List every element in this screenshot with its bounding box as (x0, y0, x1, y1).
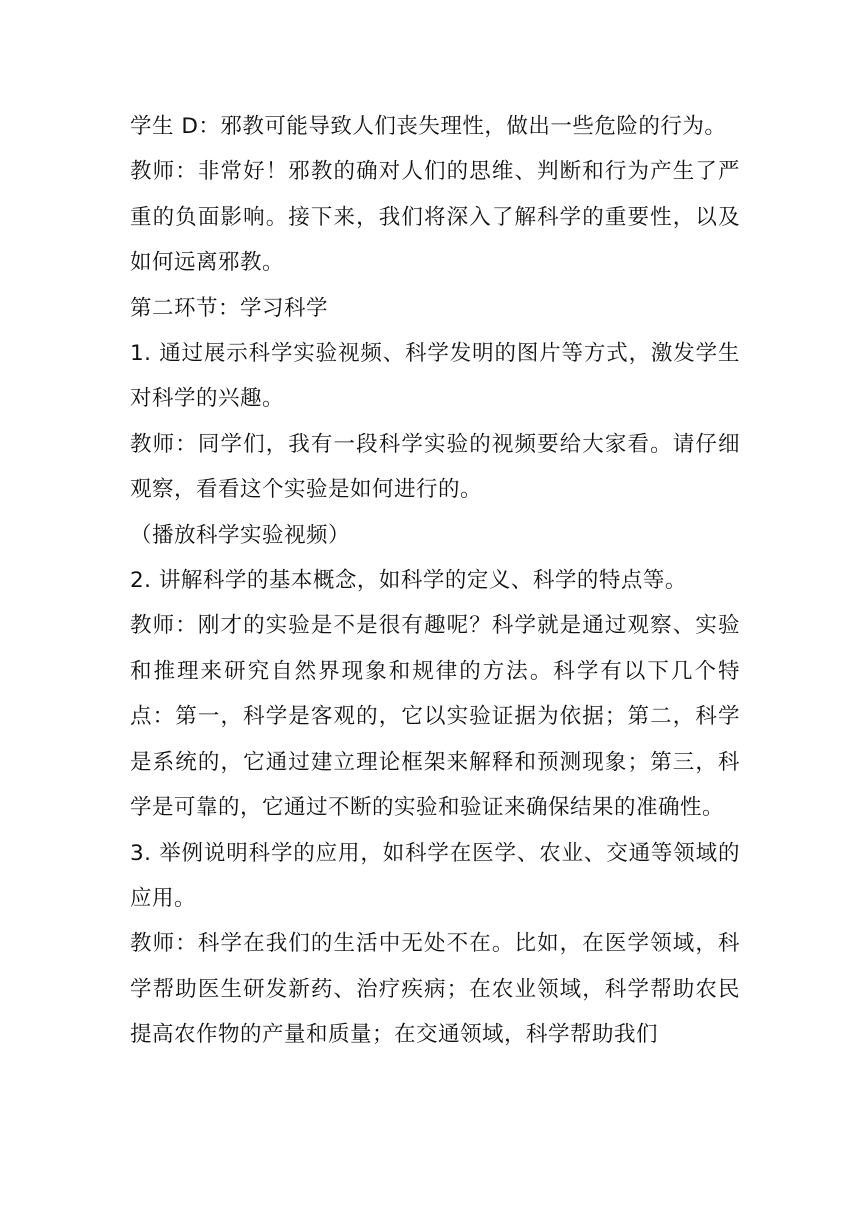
paragraph-teacher-science-features: 教师：刚才的实验是不是很有趣呢？科学就是通过观察、实验和推理来研究自然界现象和规律的方法。科学有以下几个特点：第一，科学是客观的，它以实验证据为依据；第二，科学是系统的，它通过建立理论框架来解释和预测现象；第三，科学是可靠的，它通过不断的实验和验证来确保结果的准确性。 (130, 613, 740, 821)
document-body (130, 104, 740, 1058)
list-item-3: 3. 举例说明科学的应用，如科学在医学、农业、交通等领域的应用。 (130, 840, 740, 911)
list-item-1: 1. 通过展示科学实验视频、科学发明的图片等方式，激发学生对科学的兴趣。 (130, 341, 740, 412)
paragraph-teacher-response: 教师：非常好！邪教的确对人们的思维、判断和行为产生了严重的负面影响。接下来，我们将深入了解科学的重要性，以及如何远离邪教。 (130, 159, 740, 276)
section-heading-learn-science: 第二环节：学习科学 (130, 295, 329, 321)
stage-direction-play-video: （播放科学实验视频） (130, 522, 351, 548)
paragraph-teacher-science-applications: 教师：科学在我们的生活中无处不在。比如，在医学领域，科学帮助医生研发新药、治疗疾病；在农业领域，科学帮助农民提高农作物的产量和质量；在交通领域，科学帮助我们 (130, 931, 740, 1048)
paragraph-student-d-answer: 学生 D：邪教可能导致人们丧失理性，做出一些危险的行为。 (130, 114, 727, 139)
list-item-2: 2. 讲解科学的基本概念，如科学的定义、科学的特点等。 (130, 568, 687, 594)
paragraph-teacher-video: 教师：同学们，我有一段科学实验的视频要给大家看。请仔细观察，看看这个实验是如何进行的。 (130, 431, 740, 503)
